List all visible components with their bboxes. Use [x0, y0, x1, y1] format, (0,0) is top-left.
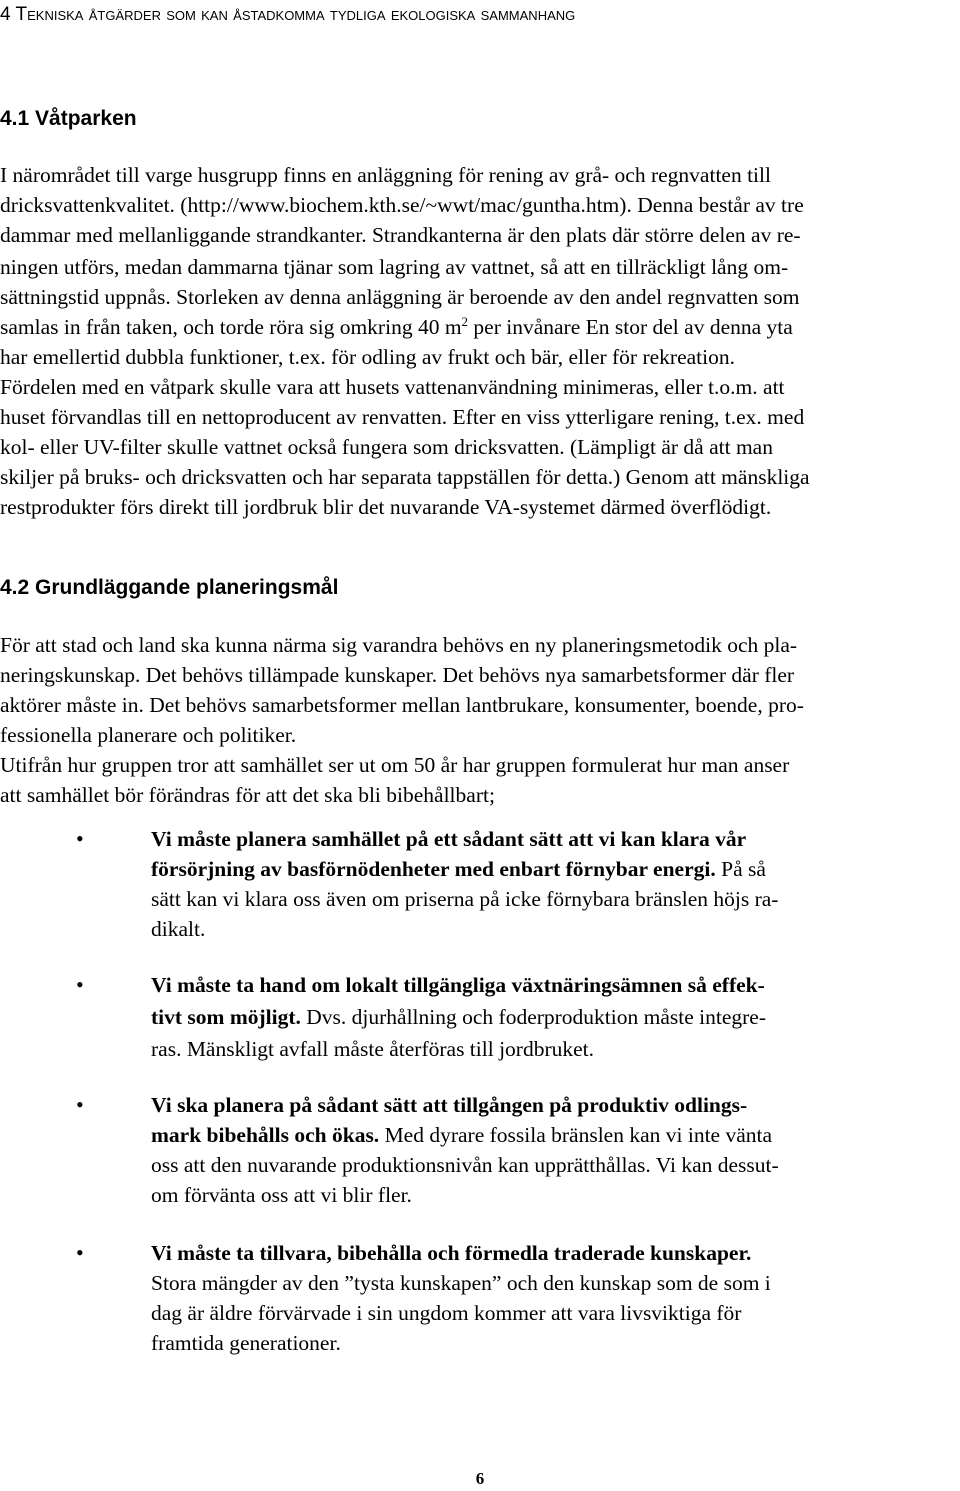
paragraph-line: huset förvandlas till en nettoproducent av renvatten. Efter en viss ytterligare rening, t.ex. med [0, 405, 805, 429]
bullet-icon: • [76, 972, 84, 997]
bullet-line [151, 854, 766, 884]
bullet-line: ras. Mänskligt avfall måste återföras till jordbruket. [151, 1037, 595, 1061]
paragraph-line: ningen utförs, medan dammarna tjänar som lagring av vattnet, så att en tillräckligt lång om- [0, 255, 789, 279]
bold-text: Vi ska planera på sådant sätt att tillgången på produktiv odlings- [151, 1093, 748, 1117]
paragraph-line: dammar med mellanliggande strandkanter. Strandkanterna är den plats där större delen av re- [0, 223, 801, 247]
bold-text: mark bibehålls och ökas. [151, 1123, 380, 1147]
bullet-line: framtida generationer. [151, 1331, 341, 1355]
paragraph-line: sättningstid uppnås. Storleken av denna anläggning är beroende av den andel regnvatten som [0, 285, 800, 309]
bold-text: Vi måste planera samhället på ett sådant sätt att vi kan klara vår [151, 827, 747, 851]
bullet-line [151, 1238, 751, 1268]
bullet-line: oss att den nuvarande produktionsnivån kan upprätthållas. Vi kan dessut- [151, 1153, 779, 1177]
page-number: 6 [475, 1469, 485, 1488]
paragraph-line: dricksvattenkvalitet. (http://www.biochem.kth.se/~wwt/mac/guntha.htm). Denna består av tre [0, 193, 804, 217]
superscript: 2 [461, 314, 469, 329]
bold-text: Vi måste ta tillvara, bibehålla och förmedla traderade kunskaper. [151, 1241, 752, 1265]
paragraph-line: aktörer måste in. Det behövs samarbetsformer mellan lantbrukare, konsumenter, boende, pro- [0, 693, 804, 717]
paragraph-line: För att stad och land ska kunna närma sig varandra behövs en ny planeringsmetodik och pla- [0, 633, 798, 657]
bullet-line [151, 824, 746, 854]
bullet-icon: • [76, 1240, 84, 1265]
paragraph-line: Fördelen med en våtpark skulle vara att husets vattenanvändning minimeras, eller t.o.m. att [0, 375, 785, 399]
bullet-line [151, 970, 765, 1000]
bullet-line [151, 1090, 747, 1120]
chapter-heading: 4 Tekniska åtgärder som kan åstadkomma tydliga ekologiska sammanhang [0, 4, 576, 25]
bullet-line: sätt kan vi klara oss även om priserna på icke förnybara bränslen höjs ra- [151, 887, 779, 911]
paragraph-line: I närområdet till varge husgrupp finns en anläggning för rening av grå- och regnvatten till [0, 163, 771, 187]
bullet-icon: • [76, 1092, 84, 1117]
bullet-text: Med dyrare fossila bränslen kan vi inte vänta [379, 1123, 773, 1147]
bullet-line: dag är äldre förvärvade i sin ungdom kommer att vara livsviktiga för [151, 1301, 742, 1325]
bold-text: Vi måste ta hand om lokalt tillgängliga växtnäringsämnen så effek- [151, 973, 765, 997]
bullet-text: På så [715, 857, 766, 881]
bold-text: försörjning av basförnödenheter med enbart förnybar energi. [151, 857, 716, 881]
paragraph-line-with-superscript [0, 312, 793, 342]
text-before-superscript: samlas in från taken, och torde röra sig omkring 40 m [0, 315, 462, 339]
bold-text: tivt som möjligt. [151, 1005, 301, 1029]
section-heading-4-2: 4.2 Grundläggande planeringsmål [0, 576, 339, 599]
bullet-line: om förvänta oss att vi blir fler. [151, 1183, 412, 1207]
section-heading-4-1: 4.1 Våtparken [0, 107, 137, 130]
paragraph-line: att samhället bör förändras för att det ska bli bibehållbart; [0, 783, 495, 807]
bullet-line [151, 1002, 766, 1032]
paragraph-line: Utifrån hur gruppen tror att samhället ser ut om 50 år har gruppen formulerat hur man anser [0, 753, 790, 777]
bullet-line [151, 1120, 772, 1150]
bullet-line: Stora mängder av den ”tysta kunskapen” och den kunskap som de som i [151, 1271, 771, 1295]
paragraph-line: fessionella planerare och politiker. [0, 723, 297, 747]
bullet-text: Dvs. djurhållning och foderproduktion måste integre- [300, 1005, 767, 1029]
paragraph-line: skiljer på bruks- och dricksvatten och har separata tappställen för detta.) Genom att mänskliga [0, 465, 810, 489]
paragraph-line: kol- eller UV-filter skulle vattnet också fungera som dricksvatten. (Lämpligt är då att man [0, 435, 773, 459]
text-after-superscript: per invånare En stor del av denna yta [468, 315, 793, 339]
bullet-line: dikalt. [151, 917, 206, 941]
bullet-icon: • [76, 826, 84, 851]
paragraph-line: har emellertid dubbla funktioner, t.ex. för odling av frukt och bär, eller för rekreation. [0, 345, 735, 369]
paragraph-line: restprodukter förs direkt till jordbruk blir det nuvarande VA-systemet därmed överflödigt. [0, 495, 772, 519]
paragraph-line: neringskunskap. Det behövs tillämpade kunskaper. Det behövs nya samarbetsformer där fler [0, 663, 795, 687]
